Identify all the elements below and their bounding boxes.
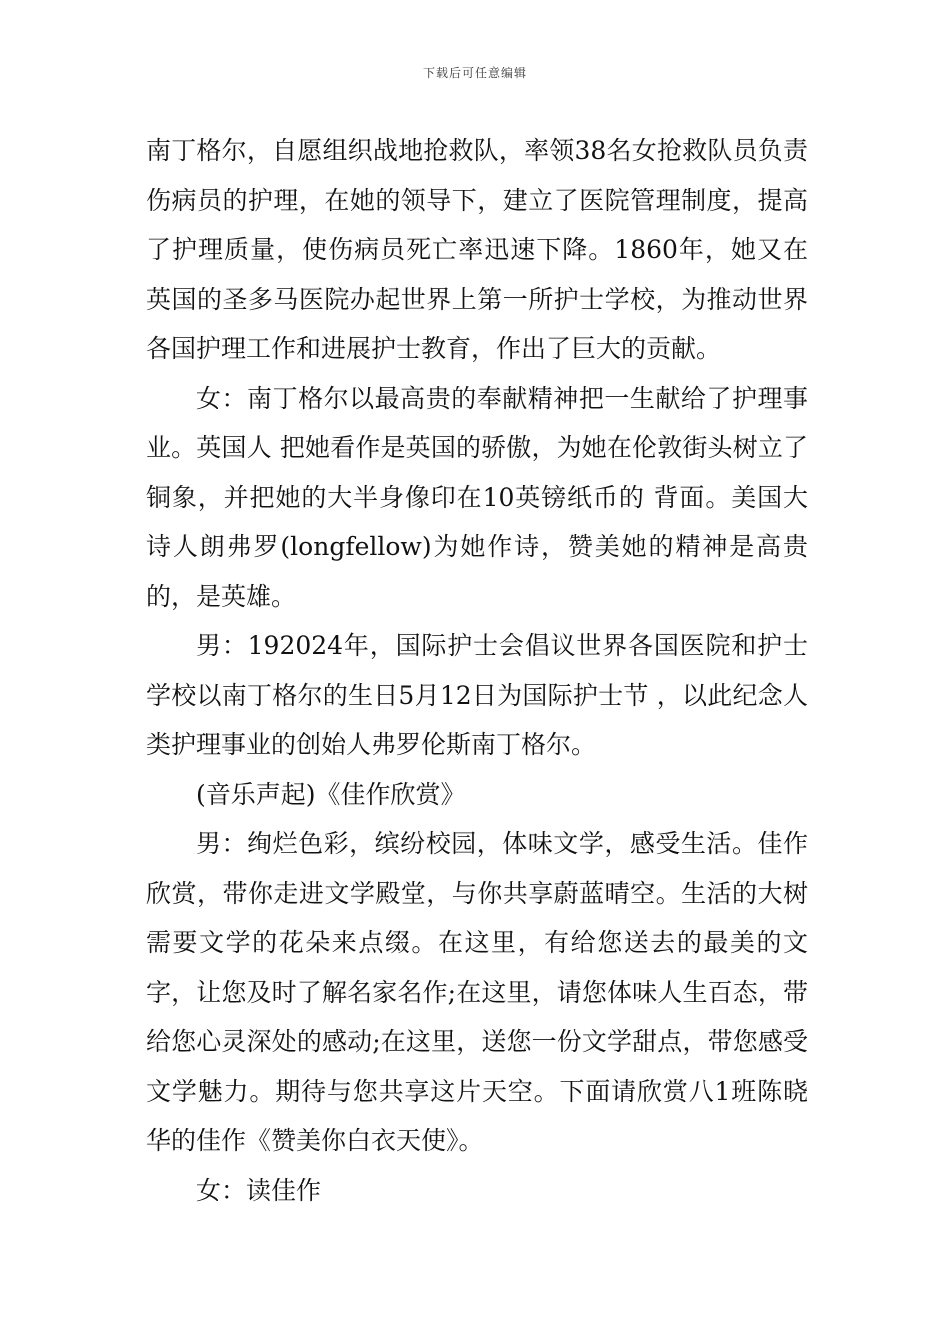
paragraph-music-cue: (音乐声起)《佳作欣赏》 — [196, 779, 466, 809]
paragraph-nightingale-history: 南丁格尔，自愿组织战地抢救队，率领38名女抢救队员负责伤病员的护理，在她的领导下，建立了医院管理制度，提高了护理质量，使伤病员死亡率迅速下降。1860年，她又在英国的圣多马医院办起世界上第一所护士学校，为推动世界各国护理工作和进展护士教育，作出了巨大的贡献。 — [146, 136, 808, 363]
paragraph-female-speaker-dedication: 女：南丁格尔以最高贵的奉献精神把一生献给了护理事业。英国人 把她看作是英国的骄傲，为她在伦敦街头树立了铜象，并把她的大半身像印在10英镑纸币的 背面。美国大诗人朗弗罗(longfellow)为她作诗，赞美她的精神是高贵的，是英雄。 — [146, 383, 808, 611]
document-body — [146, 126, 808, 1215]
paragraph-male-speaker-nurses-day: 男：192024年，国际护士会倡议世界各国医院和护士学校以南丁格尔的生日5月12日为国际护士节 ，以此纪念人类护理事业的创始人弗罗伦斯南丁格尔。 — [146, 631, 808, 759]
paragraph-female-speaker-reading: 女：读佳作 — [196, 1175, 322, 1205]
page-header: 下载后可任意编辑 — [422, 66, 527, 80]
paragraph-male-speaker-literature: 男：绚烂色彩，缤纷校园，体味文学，感受生活。佳作欣赏，带你走进文学殿堂，与你共享蔚蓝晴空。生活的大树需要文学的花朵来点缀。在这里，有给您送去的最美的文字，让您及时了解名家名作;在这里，请您体味人生百态，带给您心灵深处的感动;在这里，送您一份文学甜点，带您感受文学魅力。期待与您共享这片天空。下面请欣赏八1班陈晓华的佳作《赞美你白衣天使》。 — [146, 829, 808, 1155]
